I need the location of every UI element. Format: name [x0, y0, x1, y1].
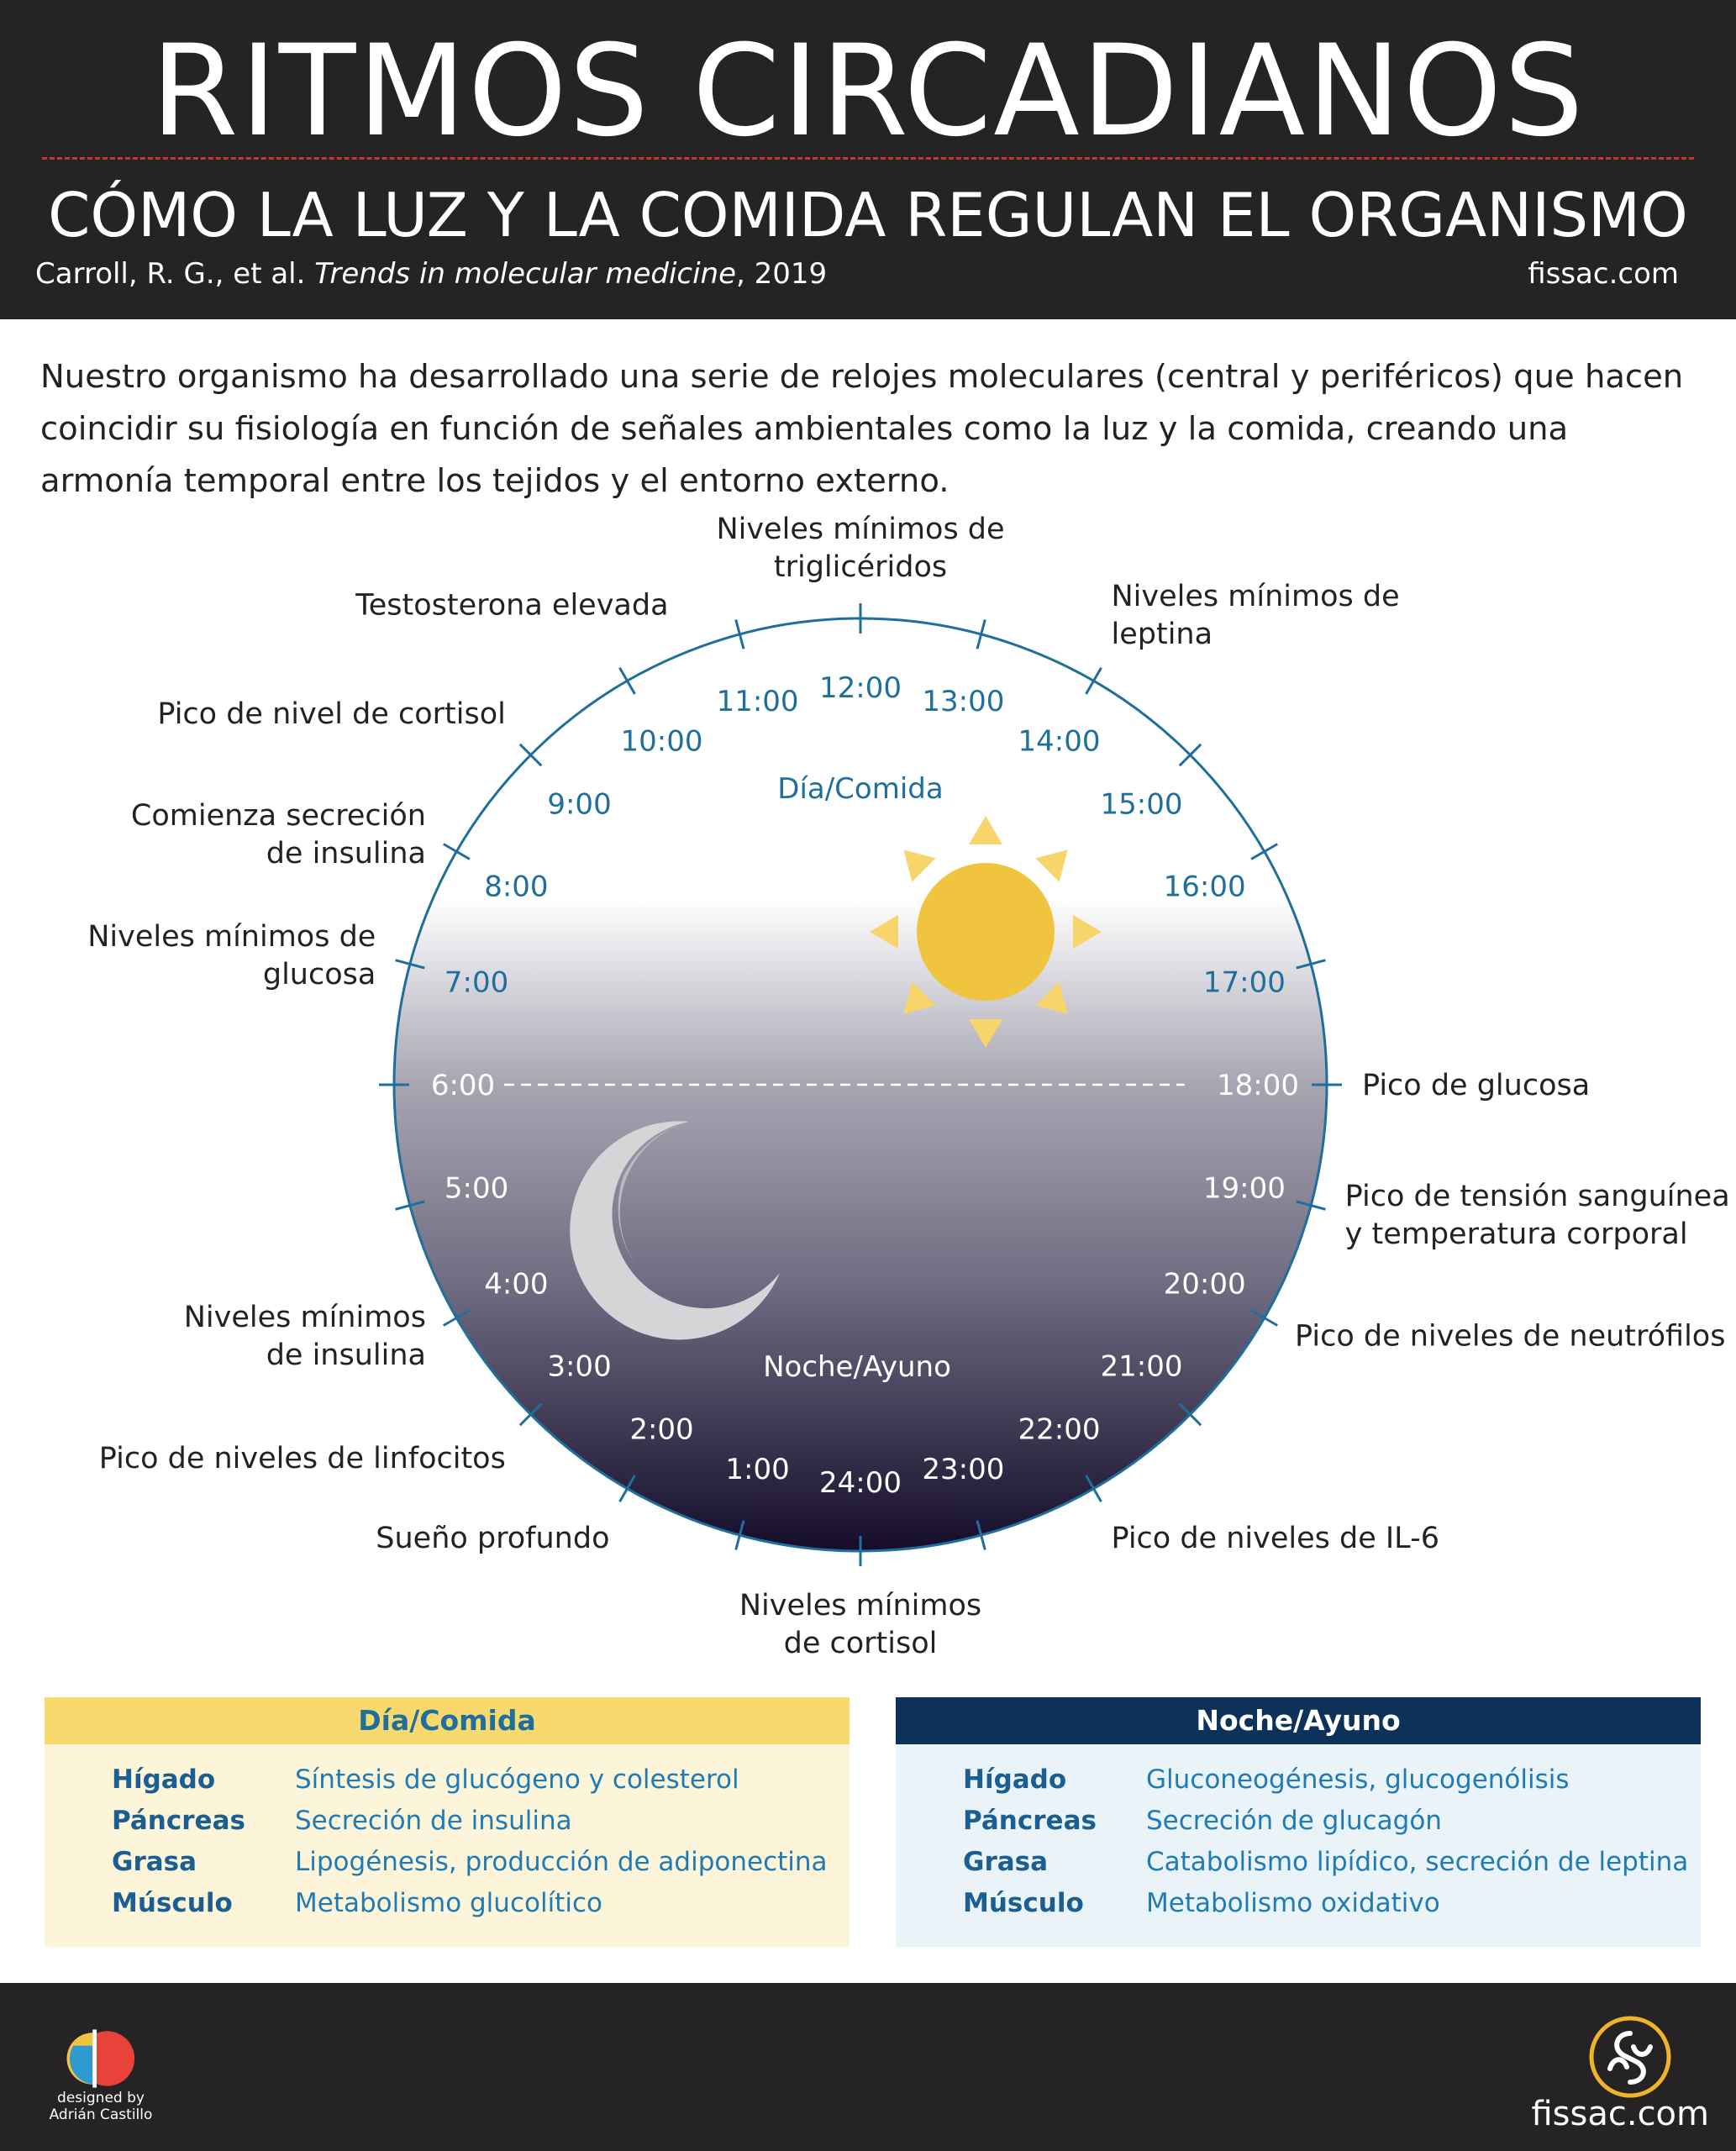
hour-label: 19:00 — [1202, 1171, 1286, 1206]
hour-label: 24:00 — [819, 1466, 902, 1500]
day-table-title: Día/Comida — [45, 1697, 850, 1744]
hour-label: 7:00 — [444, 965, 509, 1000]
day-table — [45, 1697, 850, 1947]
organ-function: Catabolismo lipídico, secreción de leptina — [1146, 1847, 1689, 1877]
event-annotation — [376, 1522, 609, 1555]
event-annotation — [1112, 580, 1400, 651]
hour-label: 15:00 — [1100, 787, 1183, 822]
organ-name: Músculo — [963, 1888, 1084, 1918]
event-annotation — [716, 513, 1004, 584]
event-annotation-line: Pico de tensión sanguínea — [1344, 1180, 1730, 1214]
hour-label: 17:00 — [1202, 965, 1286, 1000]
designer-credit-line2: Adrián Castillo — [49, 2106, 153, 2123]
organ-name: Páncreas — [963, 1806, 1097, 1836]
table-row — [896, 1842, 1701, 1883]
hour-label: 5:00 — [444, 1171, 509, 1206]
event-annotation-line: glucosa — [262, 957, 376, 991]
fissac-logo-icon — [1588, 2015, 1672, 2099]
hour-label: 18:00 — [1217, 1069, 1299, 1102]
organ-name: Hígado — [112, 1764, 216, 1795]
event-annotation-line: Pico de nivel de cortisol — [157, 697, 506, 731]
hour-label: 8:00 — [484, 870, 549, 904]
page-title: RITMOS CIRCADIANOS — [150, 18, 1586, 165]
hour-label: 11:00 — [716, 685, 799, 719]
hour-label: 10:00 — [620, 724, 703, 759]
citation — [35, 254, 827, 294]
event-annotation-line: de insulina — [266, 1338, 426, 1372]
hour-label: 21:00 — [1100, 1349, 1183, 1384]
hour-label: 2:00 — [629, 1412, 694, 1447]
event-annotation-line: Pico de niveles de linfocitos — [98, 1442, 506, 1476]
event-annotation-line: Niveles mínimos de — [716, 513, 1005, 546]
event-annotation — [99, 1442, 506, 1475]
table-row — [45, 1759, 850, 1801]
hour-label: 9:00 — [547, 787, 612, 822]
event-annotation — [157, 697, 505, 731]
night-table-title: Noche/Ayuno — [896, 1697, 1701, 1744]
hour-label: 4:00 — [484, 1267, 549, 1302]
event-annotation — [1295, 1320, 1725, 1354]
citation-year: , 2019 — [736, 257, 828, 291]
hour-label: 20:00 — [1163, 1267, 1246, 1302]
hour-label: 6:00 — [430, 1069, 496, 1102]
citation-authors: Carroll, R. G., et al. — [35, 257, 306, 291]
table-row — [896, 1759, 1701, 1801]
event-annotation-line: leptina — [1111, 617, 1213, 651]
day-label: Día/Comida — [777, 772, 944, 806]
organ-function: Metabolismo oxidativo — [1146, 1888, 1440, 1918]
hour-label: 3:00 — [547, 1349, 612, 1384]
hour-label: 23:00 — [922, 1452, 1005, 1486]
night-label: Noche/Ayuno — [763, 1350, 951, 1384]
table-row — [45, 1883, 850, 1924]
header — [0, 0, 1736, 319]
event-annotation-line: de insulina — [266, 837, 426, 870]
organ-function: Secreción de glucagón — [1146, 1806, 1442, 1836]
page-subtitle: CÓMO LA LUZ Y LA COMIDA REGULAN EL ORGANISMO — [48, 180, 1688, 250]
event-annotation-line: Niveles mínimos de — [87, 919, 376, 954]
event-annotation — [87, 920, 376, 991]
event-annotation-line: Pico de niveles de neutrófilos — [1295, 1319, 1726, 1354]
organ-name: Hígado — [963, 1764, 1067, 1795]
organ-name: Grasa — [112, 1847, 197, 1877]
event-annotation-line: triglicéridos — [773, 550, 948, 584]
event-annotation-line: Testosterona elevada — [355, 588, 669, 623]
event-annotation-line: Comienza secreción — [130, 799, 426, 833]
night-table — [896, 1697, 1701, 1947]
hour-label: 22:00 — [1018, 1412, 1101, 1447]
intro-paragraph: Nuestro organismo ha desarrollado una serie de relojes moleculares (central y periféricos) que hacen coincidir su fisiología en función de señales ambientales como la luz y la comida, creando una armonía temporal entre los tejidos y el entorno externo. — [40, 358, 1684, 500]
event-annotation-line: Niveles mínimos — [183, 1301, 426, 1334]
organ-function: Gluconeogénesis, glucogenólisis — [1146, 1764, 1570, 1795]
circadian-clock-diagram — [0, 504, 1736, 1664]
hour-label: 16:00 — [1163, 870, 1246, 904]
event-annotation-line: Niveles mínimos — [739, 1589, 982, 1622]
hour-label: 13:00 — [922, 685, 1005, 719]
organ-name: Músculo — [112, 1888, 233, 1918]
header-divider — [42, 157, 1694, 160]
site-link-header[interactable]: fissac.com — [1528, 257, 1679, 291]
event-annotation-line: Pico de glucosa — [1362, 1069, 1591, 1102]
hour-label: 12:00 — [819, 671, 902, 705]
organ-function: Secreción de insulina — [295, 1806, 572, 1836]
event-annotation — [1112, 1522, 1439, 1555]
event-annotation — [1362, 1069, 1590, 1102]
designer-logo-icon — [57, 2018, 138, 2099]
event-annotation — [1345, 1180, 1730, 1251]
organ-name: Grasa — [963, 1847, 1049, 1877]
organ-function: Síntesis de glucógeno y colesterol — [295, 1764, 739, 1795]
event-annotation — [739, 1589, 981, 1660]
citation-journal: Trends in molecular medicine — [314, 257, 737, 291]
hour-label: 1:00 — [725, 1452, 790, 1486]
organ-function: Metabolismo glucolítico — [295, 1888, 602, 1918]
table-row — [45, 1801, 850, 1842]
hour-label: 14:00 — [1018, 724, 1101, 759]
table-row — [896, 1883, 1701, 1924]
event-annotation-line: Pico de niveles de IL-6 — [1111, 1522, 1439, 1556]
footer — [0, 1983, 1736, 2151]
event-annotation-line: y temperatura corporal — [1344, 1217, 1688, 1252]
event-annotation — [184, 1301, 426, 1372]
event-annotation-line: Niveles mínimos de — [1111, 579, 1400, 613]
table-row — [45, 1842, 850, 1883]
event-annotation — [355, 588, 668, 622]
organ-name: Páncreas — [112, 1806, 245, 1836]
site-link-footer[interactable]: fissac.com — [1531, 2095, 1709, 2133]
event-annotation-line: de cortisol — [783, 1627, 938, 1660]
organ-function: Lipogénesis, producción de adiponectina — [295, 1847, 828, 1877]
table-row — [896, 1801, 1701, 1842]
event-annotation — [131, 799, 426, 870]
event-annotation-line: Sueño profundo — [376, 1522, 610, 1556]
designer-credit-line1: designed by — [57, 2090, 145, 2106]
